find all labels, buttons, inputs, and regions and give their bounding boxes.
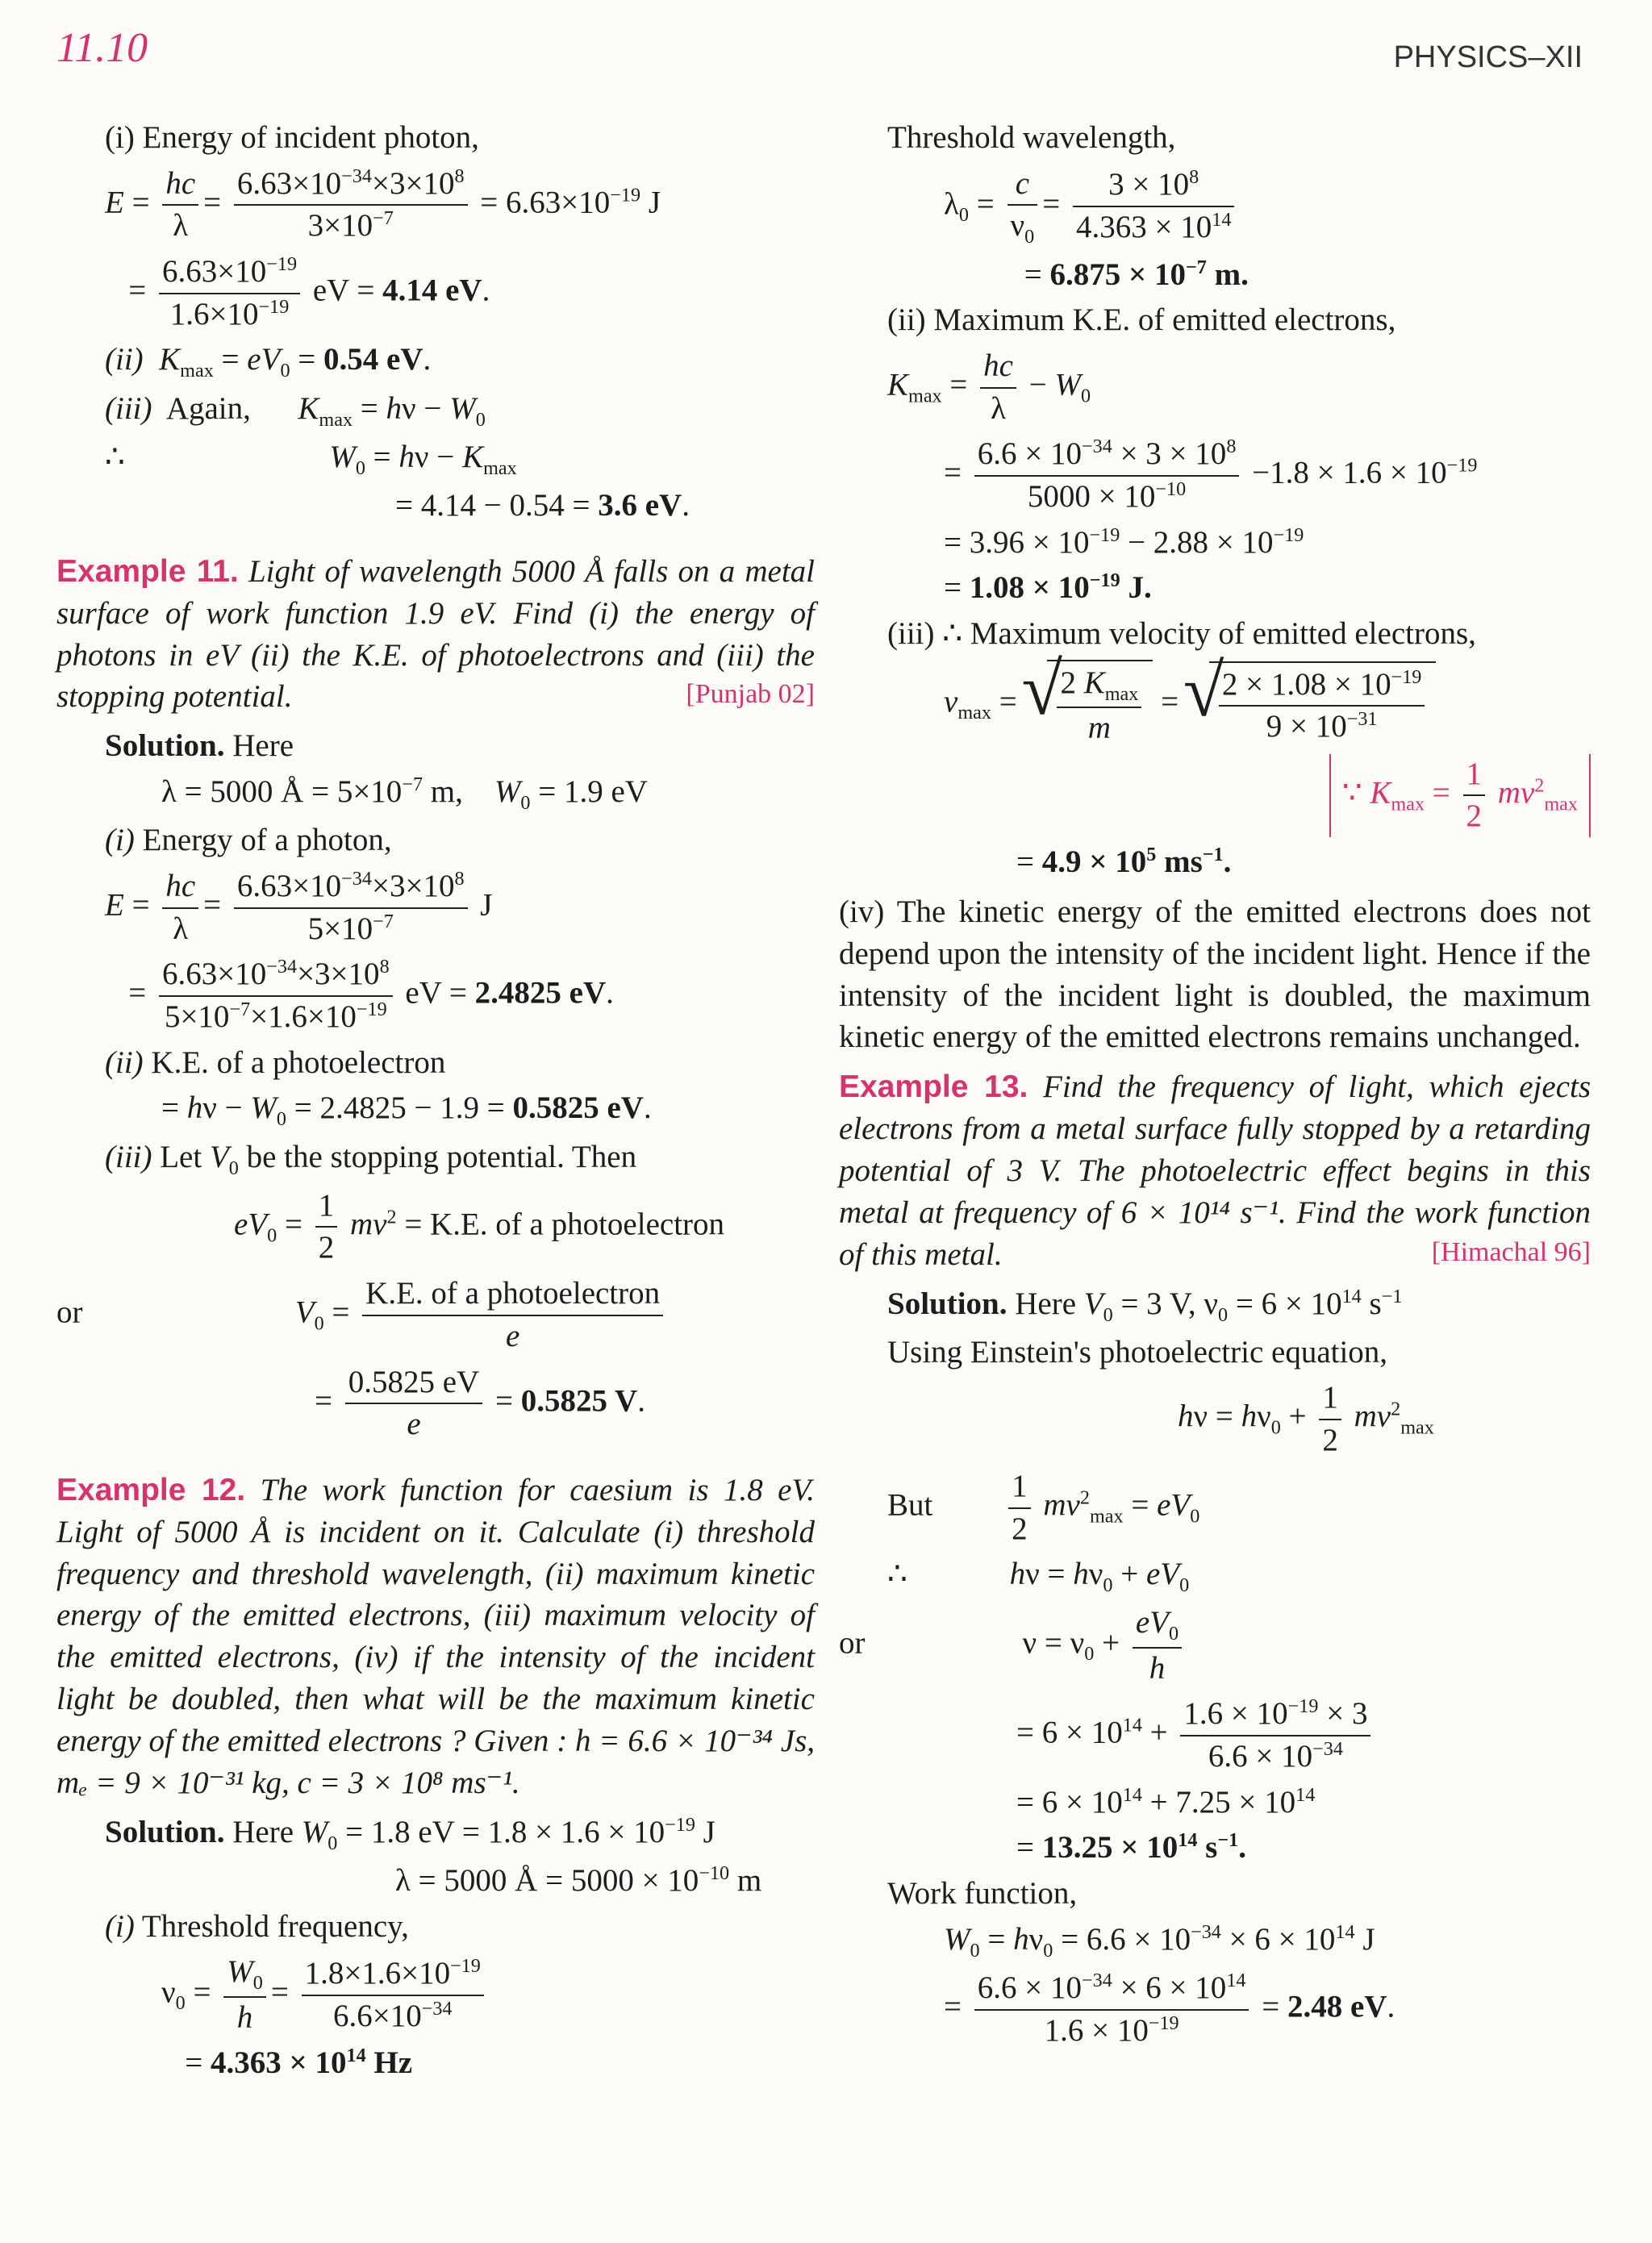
solution-11-label: Solution. [105, 728, 225, 764]
lambda0-equation: $\lambda_0$ = $\frac{c}{\nu_0}$ = $\frac{3 \times 10^8}{4.363 \times 10^{14}}$ [839, 164, 1591, 250]
energy-photon-heading: (i) Energy of incident photon, [105, 120, 479, 155]
energy-photon-line: (i) Energy of a photon, [105, 823, 392, 858]
intensity-paragraph: (iv) The kinetic energy of the emitted electrons does not depend upon the intensity of the incident light. Hence if the intensity of the incident light is doubled, the maximum kinetic energy of the emitted electrons remains unchanged. [839, 894, 1591, 1055]
nu-substitution: = $6 \times 10^{14}$ + $\frac{1.6 \times 10^{-19} \times 3}{6.6 \times 10^{-34}}$ [839, 1694, 1591, 1777]
max-velocity-heading: (iii) ∴ Maximum velocity of emitted electrons, [887, 616, 1476, 652]
w0-equation: ∴ $W_0 = h\nu - K_{max}$ [105, 439, 517, 479]
v0-equation: or $V_0$ = $\frac{\text{K.E. of a photoelectron}}{e}$ [56, 1274, 815, 1357]
nu-equation: or $\nu = \nu_0$ + $\frac{eV_0}{h}$ [839, 1603, 1591, 1689]
kmax-substitution: = $\frac{6.6 \times 10^{-34} \times 3 \times 10^8}{5000 \times 10^{-10}}$ $-1.8 \times 1.6 \times 10^{-19}$ [944, 436, 1478, 515]
example-13-source: [Himachal 96] [1431, 1236, 1591, 1267]
example-12-label: Example 12. [56, 1472, 246, 1507]
threshold-frequency-eq: $\nu_0$ = $\frac{W_0}{h}$ = $\frac{1.8\times 1.6\times 10^{-19}}{6.6\times 10^{-34}}$ [56, 1952, 815, 2038]
example-13 [839, 1066, 1591, 1275]
v0-result: = $\frac{0.5825 eV}{e}$ = 0.5825 V. [56, 1362, 815, 1445]
but-equation: But $\frac{1}{2}$ $mv^2_{max} = eV_0$ [839, 1466, 1591, 1549]
ke-equation: = $h\nu - W_0 = 2.4825 - 1.9 = 0.5825$ eV. [161, 1090, 652, 1131]
solution-12-label: Solution. [105, 1814, 225, 1849]
example-11-source: [Punjab 02] [686, 679, 815, 710]
example-11-label: Example 11. [56, 553, 239, 589]
lambda0-result: = $6.875 \times 10^{-7}$ m. [1016, 256, 1249, 292]
book-title: PHYSICS–XII [1393, 40, 1583, 74]
threshold-frequency-line: (i) Threshold frequency, [105, 1908, 409, 1944]
kmax-step: = $3.96 \times 10^{-19} - 2.88 \times 10^{-19}$ [944, 523, 1304, 560]
ke-photoelectron-line: (ii) K.E. of a photoelectron [105, 1044, 446, 1080]
kmax-equation: $K_{max}$ = $\frac{hc}{\lambda}$ − $W_0$ [839, 346, 1591, 429]
vmax-equation: $v_{max}$ = √ $\frac{2 K_{max}}{m}$ = √ $\frac{2 \times 1.08 \times 10^{-19}}{9 \times 10^{-31}}$ [839, 660, 1591, 749]
max-ke-heading: (ii) Maximum K.E. of emitted electrons, [887, 302, 1396, 338]
left-column [56, 113, 815, 2089]
w0-hv0-equation: $W_0 = h\nu_0 = 6.6 \times 10^{-34} \times 6 \times 10^{14}$ J [944, 1920, 1375, 1962]
vmax-result: = $4.9 \times 10^5$ $ms^{-1}$. [1016, 844, 1232, 880]
einstein-heading: Using Einstein's photoelectric equation, [887, 1334, 1388, 1370]
nu-result: = $13.25 \times 10^{14}$ $s^{-1}$. [1016, 1829, 1246, 1866]
solution-12-given: Solution. Here $W_0 = 1.8$ eV = $1.8 \times 1.6 \times 10^{-19}$ J [105, 1813, 715, 1854]
kmax-note: ∵ $K_{max}$ = $\frac{1}{2}$ $mv^2_{max}$ [839, 754, 1591, 837]
right-column [839, 113, 1591, 2056]
example-11-text: Light of wavelength 5000 Å falls on a metal surface of work function 1.9 eV. Find (i) the energy of photons in eV (ii) the K.E. of photoelectrons and (iii) the stopping potential. [56, 553, 815, 715]
lambda-given-12: λ = 5000 Å = $5000 \times 10^{-10}$ m [395, 1862, 762, 1899]
example-12-text: The work function for caesium is 1.8 eV. Light of 5000 Å is incident on it. Calculate (i) threshold frequency and threshold wavelength, (ii) maximum kinetic energy of the emitted electrons, (iii) maximum velocity of the emitted electrons, (iv) if the intensity of the incident light be doubled, then what will be the maximum kinetic energy of the emitted electrons ? Given : h = 6.6 × 10⁻³⁴ Js, mₑ = 9 × 10⁻³¹ kg, c = 3 × 10⁸ ms⁻¹. [56, 1472, 816, 1800]
nu-step: = $6 \times 10^{14} + 7.25 \times 10^{14}$ [1016, 1783, 1316, 1820]
example-13-label: Example 13. [839, 1069, 1028, 1105]
threshold-frequency-result: = $4.363 \times 10^{14}$ Hz [161, 2045, 413, 2081]
example-11 [56, 551, 815, 718]
page-number: 11.10 [56, 25, 148, 71]
solution-13-given: Solution. Here $V_0 = 3$ V, $\nu_0 = 6 \times 10^{14}$ $s^{-1}$ [887, 1285, 1403, 1326]
kmax-result: (ii) $K_{max} = eV_0 = 0.54$ eV. [105, 342, 432, 382]
stopping-potential-line: (iii) Let $V_0$ be the stopping potential. Then [105, 1139, 637, 1179]
given-values-11: λ = 5000 Å = $5\times 10^{-7}$ m, $W_0 = 1.9$ eV [161, 773, 648, 814]
w0-final: = $\frac{6.6 \times 10^{-34} \times 6 \times 10^{14}}{1.6 \times 10^{-19}}$ = 2.48 eV. [944, 1970, 1395, 2048]
kmax-result-right: = $1.08 \times 10^{-19}$ J. [944, 569, 1152, 606]
solution-13-label: Solution. [887, 1286, 1007, 1321]
threshold-wavelength-heading: Threshold wavelength, [887, 120, 1176, 155]
w0-result: = 4.14 − 0.54 = 3.6 eV. [395, 488, 690, 523]
equation-energy-2: = $\frac{6.63\times 10^{-19}}{1.6\times 10^{-19}}$ eV = 4.14 eV. [105, 253, 490, 331]
ev0-equation: $eV_0$ = $\frac{1}{2}$ $mv^2 = K.E$. of a photoelectron [56, 1186, 815, 1269]
solution-11-given: Solution. Here [105, 728, 294, 764]
example-12 [56, 1470, 815, 1804]
equation-energy-1: E = $\frac{hc}{\lambda}$ = $\frac{6.63\times 10^{-34}\times 3\times 10^8}{3\times 10^{-7}}$ = $6.63\times 10^{-19}$ J [105, 165, 661, 244]
again-kmax: (iii) Again, $K_{max} = h\nu - W_0$ [105, 390, 486, 431]
hv-equation: ∴ $h\nu = h\nu_0 + eV_0$ [887, 1557, 1190, 1596]
equation-energy-4: = $\frac{6.63\times 10^{-34}\times 3\times 10^8}{5\times 10^{-7}\times 1.6\times 10^{-19}}$ eV = 2.4825 eV. [105, 956, 614, 1034]
work-function-heading: Work function, [887, 1876, 1078, 1912]
equation-energy-3: E = $\frac{hc}{\lambda}$ = $\frac{6.63\times 10^{-34}\times 3\times 10^8}{5\times 10^{-7}}$ J [105, 867, 493, 946]
example-13-text: Find the frequency of light, which ejects electrons from a metal surface fully stopped by a retarding potential of 3 V. The photoelectric effect begins in this metal at frequency of 6 × 10¹⁴ s⁻¹. Find the work function of this metal. [839, 1069, 1592, 1272]
einstein-equation: $h\nu = h\nu_0$ + $\frac{1}{2}$ $mv^2_{max}$ [839, 1378, 1591, 1461]
